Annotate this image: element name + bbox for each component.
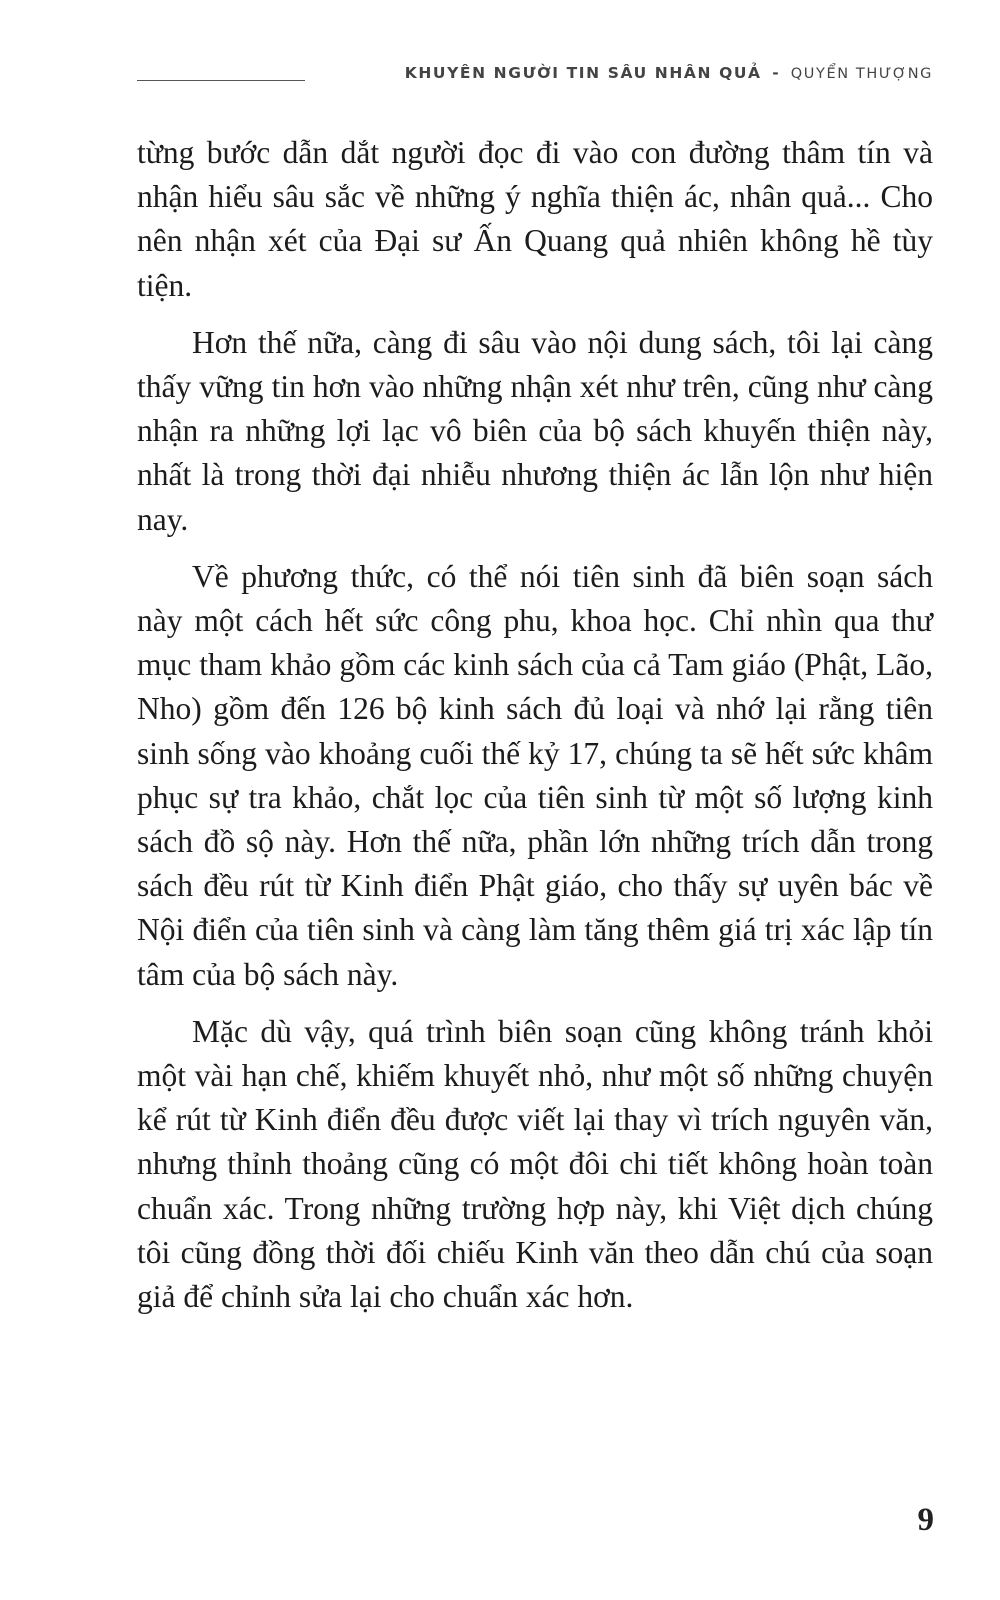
- paragraph-continuation: từng bước dẫn dắt người đọc đi vào con đường thâm tín và nhận hiểu sâu sắc về những ý nghĩa thiện ác, nhân quả... Cho nên nhận xét của Đại sư Ấn Quang quả nhiên không hề tùy tiện.: [137, 135, 933, 303]
- volume-subtitle: QUYỂN THƯỢNG: [790, 66, 933, 82]
- header-separator: -: [772, 64, 781, 82]
- paragraph: Hơn thế nữa, càng đi sâu vào nội dung sách, tôi lại càng thấy vững tin hơn vào những nhận xét như trên, cũng như càng nhận ra những lợi lạc vô biên của bộ sách khuyến thiện này, nhất là trong thời đại nhiễu nhương thiện ác lẫn lộn như hiện nay.: [137, 324, 933, 537]
- book-title: KHUYÊN NGƯỜI TIN SÂU NHÂN QUẢ: [404, 64, 762, 82]
- body-text: [137, 131, 933, 1332]
- header-text: [405, 64, 933, 82]
- paragraph: Mặc dù vậy, quá trình biên soạn cũng không tránh khỏi một vài hạn chế, khiếm khuyết nhỏ, như một số những chuyện kể rút từ Kinh điển đều được viết lại thay vì trích nguyên văn, nhưng thỉnh thoảng cũng có một đôi chi tiết không hoàn toàn chuẩn xác. Trong những trường hợp này, khi Việt dịch chúng tôi cũng đồng thời đối chiếu Kinh văn theo dẫn chú của soạn giả để chỉnh sửa lại cho chuẩn xác hơn.: [137, 1013, 933, 1315]
- header-rule: [137, 80, 305, 81]
- page-number: 9: [917, 1502, 934, 1538]
- running-header: [137, 58, 933, 88]
- paragraph: Về phương thức, có thể nói tiên sinh đã biên soạn sách này một cách hết sức công phu, khoa học. Chỉ nhìn qua thư mục tham khảo gồm các kinh sách của cả Tam giáo (Phật, Lão, Nho) gồm đến 126 bộ kinh sách đủ loại và nhớ lại rằng tiên sinh sống vào khoảng cuối thế kỷ 17, chúng ta sẽ hết sức khâm phục sự tra khảo, chắt lọc của tiên sinh từ một số lượng kinh sách đồ sộ này. Hơn thế nữa, phần lớn những trích dẫn trong sách đều rút từ Kinh điển Phật giáo, cho thấy sự uyên bác về Nội điển của tiên sinh và càng làm tăng thêm giá trị xác lập tín tâm của bộ sách này.: [137, 558, 933, 992]
